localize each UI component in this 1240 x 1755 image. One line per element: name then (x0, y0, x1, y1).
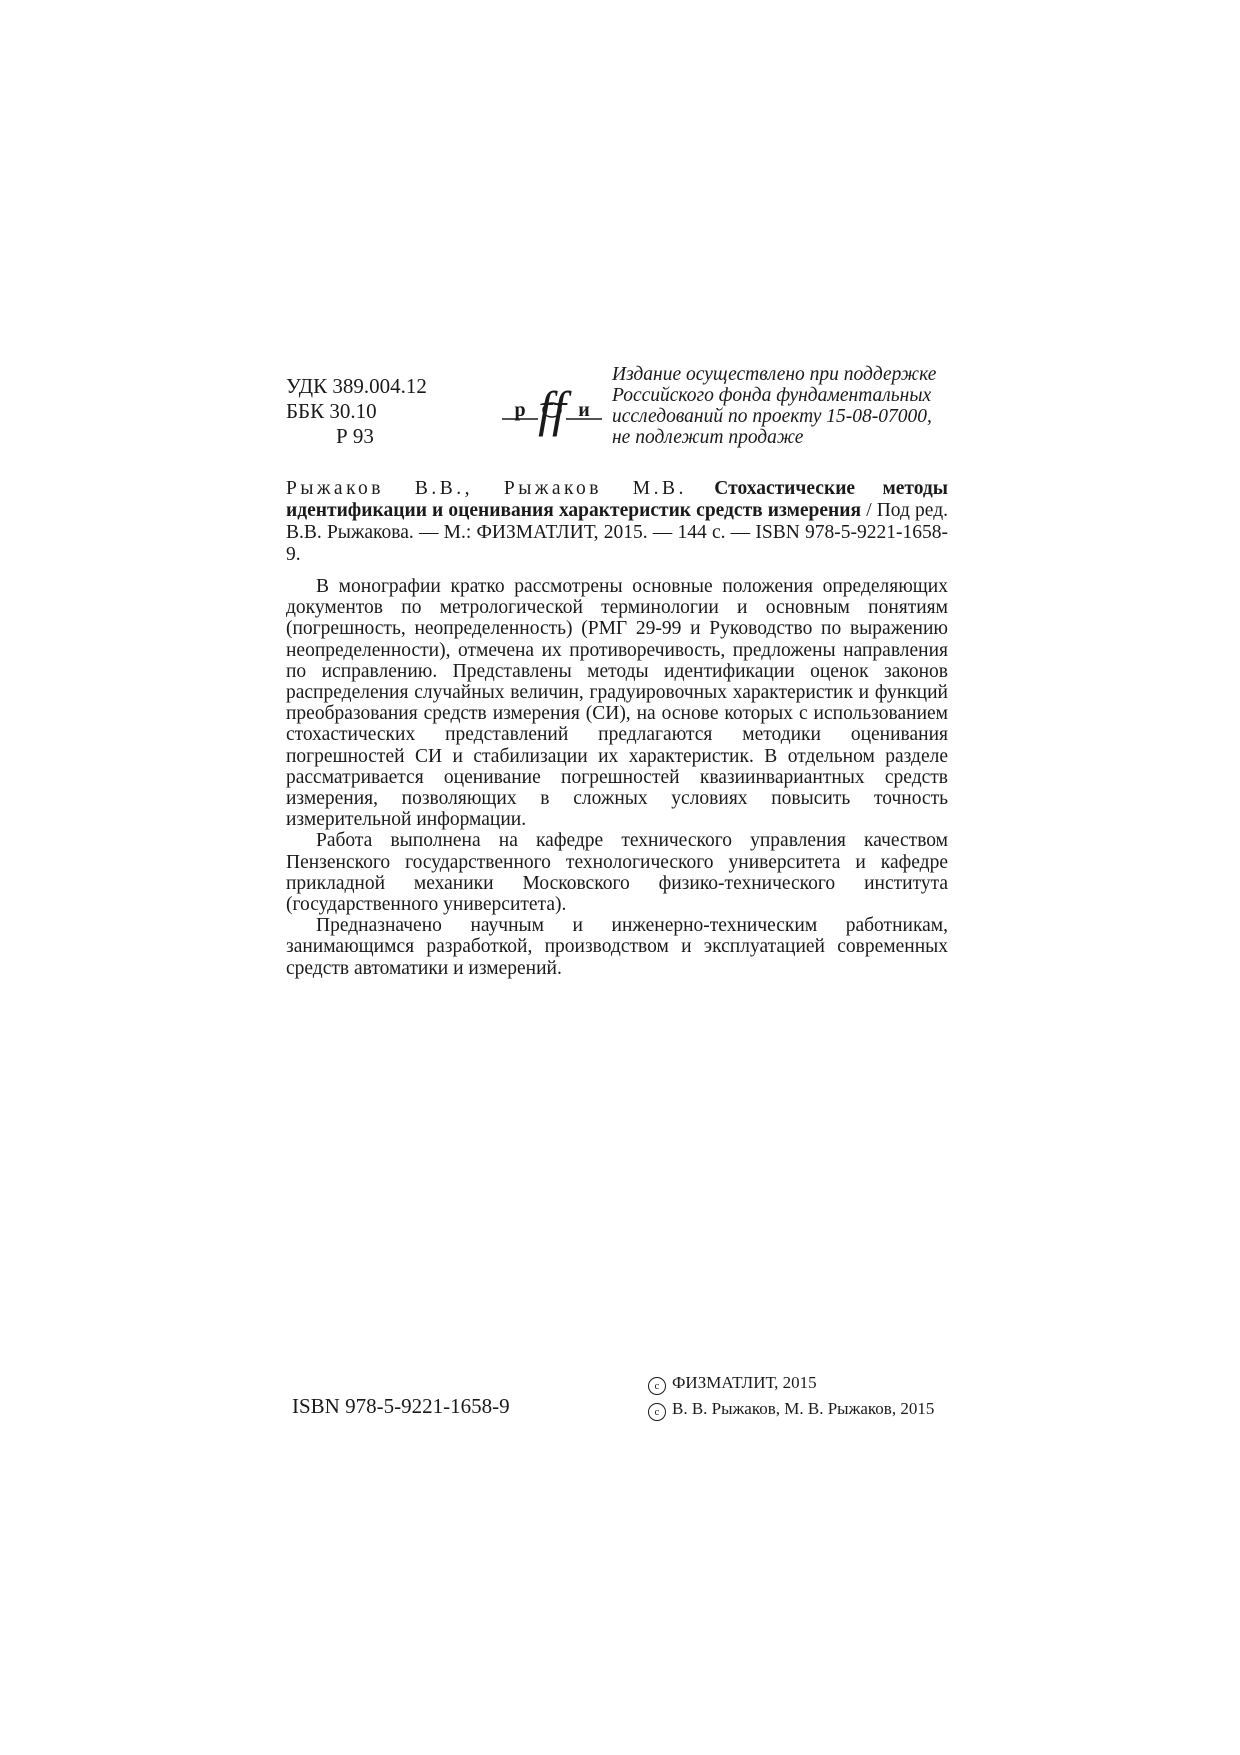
udk-code: УДК 389.004.12 (286, 374, 427, 398)
grant-notice (612, 364, 952, 448)
bib-title: Стохастические методы идентификации и оценивания характеристик средств измерения (286, 478, 949, 521)
abstract (286, 576, 948, 979)
abstract-paragraph: Предназначено научным и инженерно-техническим работникам, занимающимся разработкой, производством и эксплуатацией современных средств автоматики и измерений. (286, 915, 948, 979)
copyright-text: В. В. Рыжаков, М. В. Рыжаков, 2015 (672, 1399, 935, 1418)
grant-line: не подлежит продаже (612, 427, 804, 448)
rffi-logo-icon (500, 382, 604, 442)
isbn-number: ISBN 978-5-9221-1658-9 (292, 1394, 510, 1418)
copyright-icon: c (648, 1377, 666, 1395)
logo-center-glyph: ff (538, 382, 566, 437)
logo-right-letter: и (578, 399, 590, 421)
bib-authors: Рыжаков В.В., Рыжаков М.В. (286, 478, 687, 499)
classification-codes (286, 374, 427, 449)
copyright-block (648, 1370, 934, 1422)
grant-line: Российского фонда фундаментальных (612, 385, 932, 406)
bib-details: / Под ред. В.В. Рыжакова. — М.: ФИЗМАТЛИТ, 2015. — 144 с. — ISBN 978-5-9221-1658-9. (286, 500, 948, 565)
copyright-line-authors (648, 1396, 934, 1422)
copyright-line-publisher (648, 1370, 934, 1396)
copyright-icon: c (648, 1403, 666, 1421)
copyright-text: ФИЗМАТЛИТ, 2015 (672, 1373, 817, 1392)
bbk-code: ББК 30.10 (286, 399, 377, 423)
grant-line: Издание осуществлено при поддержке (612, 364, 937, 385)
bibliographic-record (286, 478, 948, 566)
abstract-paragraph: В монографии кратко рассмотрены основные положения определяющих документов по метрологической терминологии и основным понятиям (погрешность, неопределенность) (РМГ 29-99 и Руководство по выражению неопределенности), отмечена их противоречивость, предложены направления по исправлению. Представлены методы идентификации оценок законов распределения случайных величин, градуировочных характеристик и функций преобразования средств измерения (СИ), на основе которых с использованием стохастических представлений предлагаются методики оценивания погрешностей СИ и стабилизации их характеристик. В отдельном разделе рассматривается оценивание погрешностей квазиинвариантных средств измерения, позволяющих в сложных условиях повысить точность измерительной информации. (286, 576, 948, 831)
author-code: Р 93 (336, 424, 374, 448)
grant-line: исследований по проекту 15-08-07000, (612, 406, 932, 427)
logo-left-letter: р (514, 399, 526, 421)
abstract-paragraph: Работа выполнена на кафедре технического управления качеством Пензенского государственного технологического университета и кафедре прикладной механики Московского физико-технического института (государственного университета). (286, 830, 948, 916)
